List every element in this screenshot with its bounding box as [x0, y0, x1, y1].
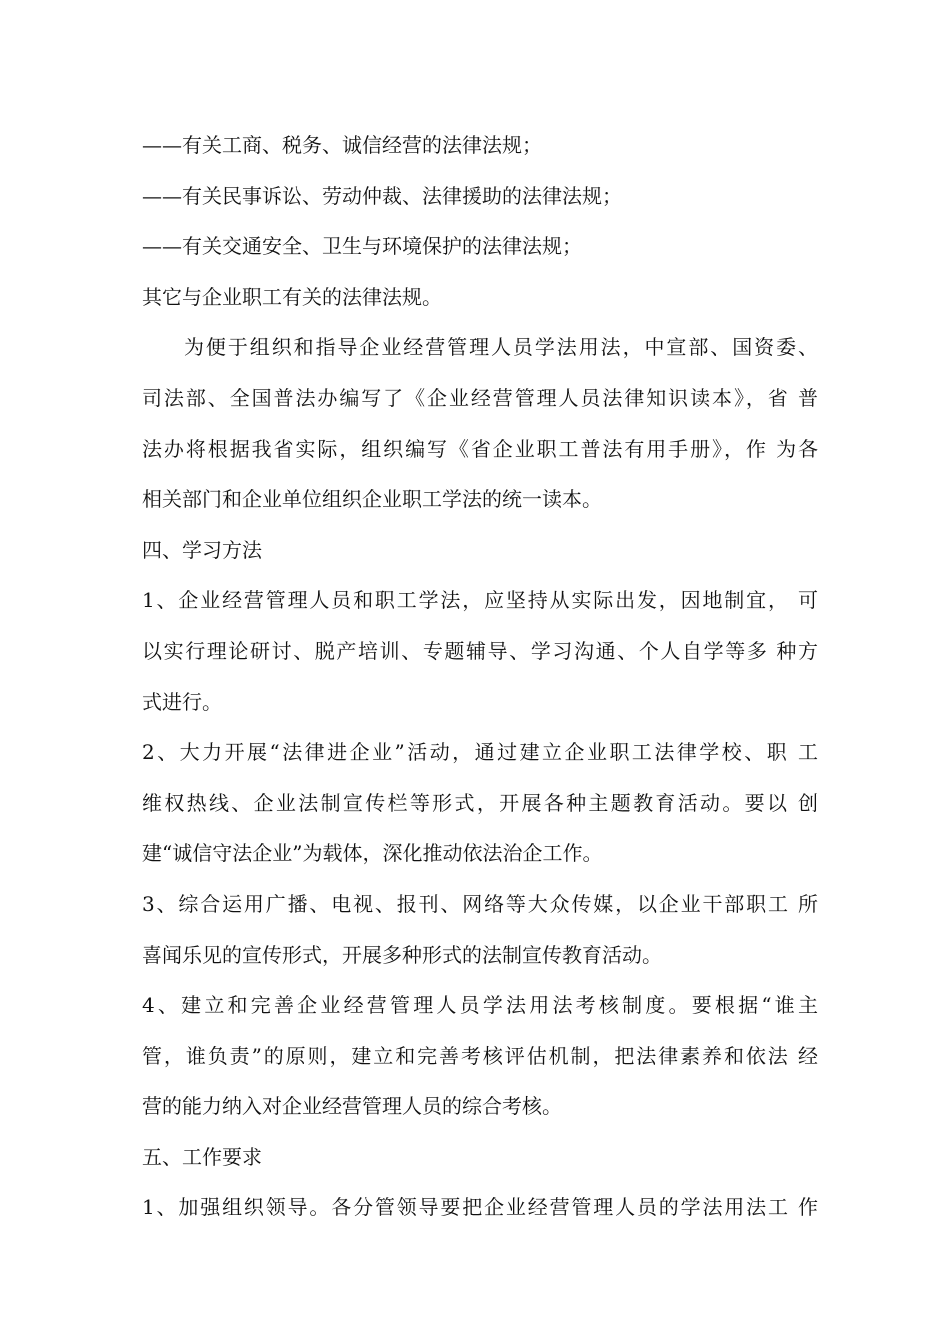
- text-line: 五、工作要求: [142, 1144, 262, 1169]
- text-line: 4、建立和完善企业经营管理人员学法用法考核制度。要根据“谁主: [142, 993, 818, 1018]
- text-line: ——有关工商、税务、诚信经营的法律法规；: [142, 133, 542, 157]
- document-body: [142, 120, 818, 1233]
- text-line: 维权热线、企业法制宣传栏等形式，开展各种主题教育活动。要以 创: [142, 790, 818, 815]
- text-line: 1、加强组织领导。各分管领导要把企业经营管理人员的学法用法工 作: [142, 1195, 818, 1220]
- text-line: ——有关交通安全、卫生与环境保护的法律法规；: [142, 234, 582, 259]
- text-line: 相关部门和企业单位组织企业职工学法的统一读本。: [142, 487, 602, 512]
- text-line: 式进行。: [142, 689, 222, 714]
- text-line: 以实行理论研讨、脱产培训、专题辅导、学习沟通、个人自学等多 种方: [142, 638, 818, 663]
- text-line: 喜闻乐见的宣传形式，开展多种形式的法制宣传教育活动。: [142, 942, 662, 967]
- text-line: 其它与企业职工有关的法律法规。: [142, 284, 442, 309]
- text-line: 2、大力开展“法律进企业”活动，通过建立企业职工法律学校、职 工: [142, 740, 818, 765]
- text-line: 建“诚信守法企业”为载体，深化推动依法治企工作。: [142, 841, 603, 866]
- text-line: 营的能力纳入对企业经营管理人员的综合考核。: [142, 1094, 562, 1119]
- text-line: 3、综合运用广播、电视、报刊、网络等大众传媒，以企业干部职工 所: [142, 891, 818, 916]
- text-line: 为便于组织和指导企业经营管理人员学法用法，中宣部、国资委、: [184, 335, 818, 360]
- text-line: 法办将根据我省实际，组织编写《省企业职工普法有用手册》，作 为各: [142, 436, 818, 461]
- text-line: 管，谁负责”的原则，建立和完善考核评估机制，把法律素养和依法 经: [142, 1043, 818, 1068]
- text-line: 司法部、全国普法办编写了《企业经营管理人员法律知识读本》，省 普: [142, 385, 818, 410]
- text-line: 四、学习方法: [142, 537, 262, 562]
- text-line: ——有关民事诉讼、劳动仲裁、法律援助的法律法规；: [142, 183, 622, 208]
- text-line: 1、企业经营管理人员和职工学法，应坚持从实际出发，因地制宜， 可: [142, 588, 818, 613]
